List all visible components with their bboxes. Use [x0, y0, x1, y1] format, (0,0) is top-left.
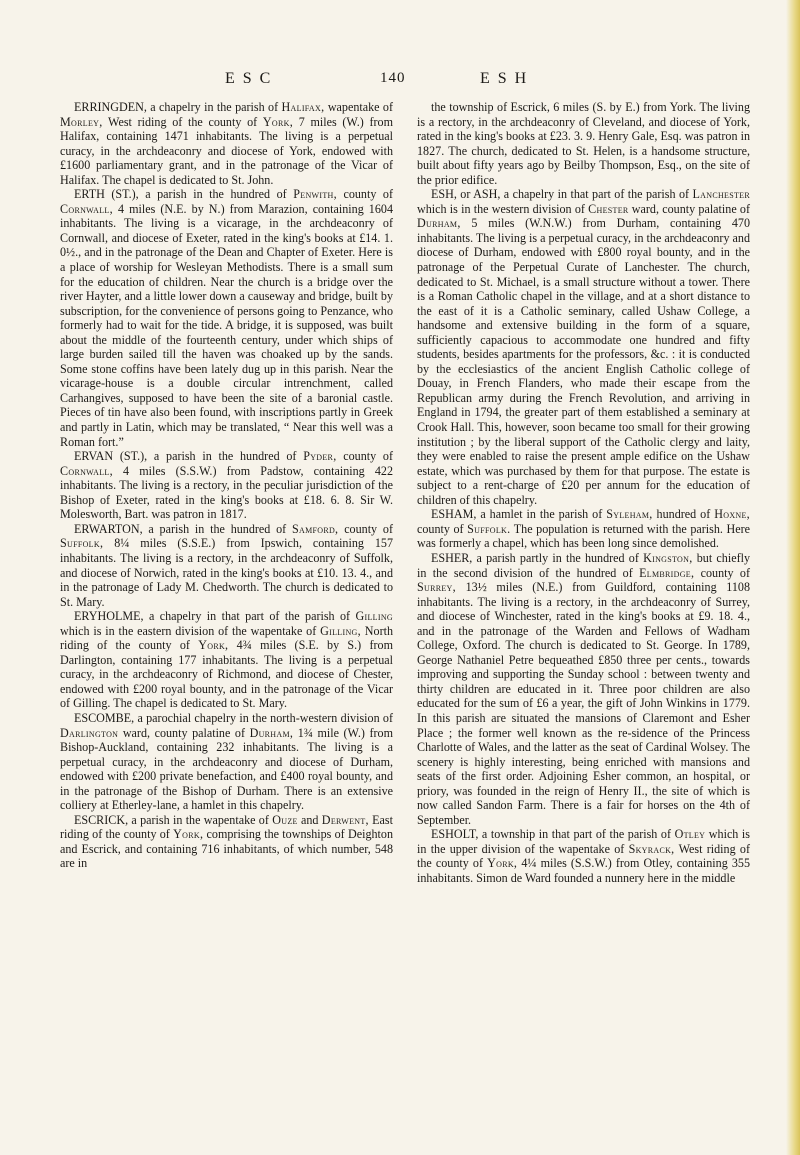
place-name: York, [487, 856, 518, 871]
entry-text: county of [338, 521, 393, 536]
place-name: Lanchester [692, 187, 750, 202]
entry-text: ESHER, a parish partly in the hundred of [431, 550, 644, 565]
place-name: York, [173, 827, 204, 842]
place-name: York, [198, 638, 229, 653]
entry-text: but chiefly in the second division of the hundred of [417, 550, 750, 580]
entry-text: 1¾ mile (W.) from Bishop-Auckland, containing 232 inhabitants. The living is a perpetual curacy, in the archdeaconry and diocese of Durham, endowed with £200 private benefaction, and £400 royal bounty, and in the patronage of the Bishop of Durham. There is an extensive colliery at Etherley-lane, a hamlet in this chapelry. [60, 725, 393, 813]
entry-text: 4¾ miles (S.E. by S.) from Darlington, containing 177 inhabitants. The living is a perpetual curacy, in the archdeaconry of Richmond, and diocese of Chester, endowed with £200 royal bounty, and in the patronage of the Vicar of Gilling. The chapel is dedicated to St. Mary. [60, 638, 394, 711]
entry-text: ESCOMBE, a parochial chapelry in the north-western division of [74, 710, 393, 725]
place-name: Skyrack, [628, 841, 675, 856]
place-name: Suffolk. [467, 521, 511, 536]
place-name: Darlington [60, 725, 119, 740]
place-name: Syleham, [606, 507, 653, 522]
entry-text: the township of Escrick, 6 miles (S. by E.) from York. The living is a rectory, in the archdeaconry of Cleveland, and diocese of York, rated in the king's books at £23. 3. 9. Henry Gale, Esq. was patron in 1827. The church, dedicated to St. Helen, is a handsome structure, built about fifty years ago by Beilby Thompson, Esq., on the site of the prior edifice. [417, 100, 750, 187]
entry-text: ERYHOLME, a chapelry in that part of the parish of [74, 609, 356, 624]
entry-text: which is in the upper division of the wapentake of [417, 827, 750, 856]
gazetteer-entry [60, 609, 393, 711]
entry-text: ward, county palatine of [628, 201, 750, 216]
entry-text: 8¼ miles (S.S.E.) from Ipswich, containing 157 inhabitants. The living is a rectory, in the archdeaconry of Suffolk, and diocese of Norwich, rated in the king's books at £10. 13. 4., and in the patronage of Lady M. Chedworth. The church is dedicated to St. Mary. [60, 536, 393, 609]
place-name: Ouze [272, 812, 298, 827]
place-name: Durham, [417, 216, 461, 231]
entry-text: 4 miles (N.E. by N.) from Marazion, containing 1604 inhabitants. The living is a vicarage, in the archdeaconry of Cornwall, and diocese of Exeter, rated in the king's books at £14. 1. 0½., and in the patronage of the Dean and Chapter of Exeter. Here is a place of worship for Wesleyan Methodists. There is a small sum for the education of children. Near the church is a bridge over the river Hayter, and a little lower down a causeway and bridge, built by subscription, for the convenience of persons going to Penzance, who formerly had to wait for the tide. A bridge, it is supposed, was built about the middle of the fourteenth century, under which ships of large burden sailed till the haven was choaked up by the sands. Some stone coffins have been lately dug up in this parish. Near the vicarage-house is a double circular intrenchment, called Carhangives, supposed to have been the site of a baronial castle. Pieces of tin have also been found, with inscriptions partly in Greek and partly in Latin, which may be translated, “ Near this well was a Roman fort.” [60, 201, 393, 449]
entry-text: county of [417, 521, 468, 536]
gazetteer-entry [417, 187, 750, 507]
gazetteer-entry [60, 187, 393, 449]
entry-text: ESHAM, a hamlet in the parish of [431, 507, 607, 522]
place-name: Suffolk, [60, 536, 104, 551]
entry-text: 5 miles (W.N.W.) from Durham, containing 470 inhabitants. The living is a perpetual curacy, in the archdeaconry and diocese of Durham, endowed with £800 royal bounty, and in the patronage of the Perpetual Curate of Lanchester. The church, dedicated to St. Michael, is a small structure without a tower. There is a Roman Catholic chapel in the village, and at a short distance to the east of it is a Catholic seminary, called Ushaw College, a handsome and extensive building in the form of a square, sufficiently capacious to accommodate one hundred and fifty students, besides apartments for the professors, &c. : it is conducted by the ecclesiastics of the ancient English Catholic college of Douay, in French Flanders, who made their escape from the Republican army during the French Revolution, and arriving in England in 1794, the greater part of them established a seminary at Crook Hall. This, however, soon became too small for their growing institution ; by the liberal support of the Catholic clergy and laity, they were enabled to raise the present ample edifice on the Ushaw estate, which was purchased by them for that purpose. The estate is subject to a rent-charge of £20 per annum for the education of children of this chapelry. [417, 216, 750, 507]
page-edge-tint [786, 0, 800, 1155]
entry-text: wapentake of [324, 100, 394, 114]
entry-text: ward, county palatine of [118, 725, 250, 740]
entry-text: The population is returned with the parish. Here was formerly a chapel, which has been long since demolished. [417, 521, 750, 551]
place-name: Pyder, [303, 449, 337, 464]
entry-text: 7 miles (W.) from Halifax, containing 1471 inhabitants. The living is a perpetual curacy, in the archdeaconry and diocese of York, endowed with £1600 parliamentary grant, and in the patronage of the Vicar of Halifax. The chapel is dedicated to St. John. [60, 114, 393, 187]
entry-text: comprising the townships of Deighton and Escrick, and containing 716 inhabitants, of which number, 548 are in [60, 827, 393, 871]
place-name: York, [262, 114, 294, 129]
entry-text: ERVAN (ST.), a parish in the hundred of [74, 449, 304, 464]
entry-text: county of [694, 565, 750, 580]
place-name: Morley, [60, 114, 103, 129]
gazetteer-entry [60, 449, 393, 522]
gazetteer-entry [417, 827, 750, 885]
place-name: Kingston, [643, 550, 693, 565]
entry-text: county of [336, 187, 393, 202]
gazetteer-entry [60, 522, 393, 609]
place-name: Halifax, [281, 100, 325, 114]
entry-text: East riding of the county of [60, 812, 393, 842]
place-name: Chester [588, 201, 629, 216]
entry-text: county of [336, 449, 393, 464]
entry-text: ERWARTON, a parish in the hundred of [74, 521, 292, 536]
gazetteer-entry [417, 507, 750, 551]
place-name: Elmbridge, [639, 565, 695, 580]
place-name: Cornwall, [60, 201, 113, 216]
entry-text: which is in the eastern division of the wapentake of [60, 623, 321, 638]
gazetteer-entry [60, 711, 393, 813]
gazetteer-entry [417, 551, 750, 827]
header-right-guide: E S H [480, 70, 529, 87]
page-number: 140 [380, 70, 406, 86]
header-left-guide: E S C [225, 70, 273, 87]
gazetteer-entry [60, 813, 393, 871]
entry-text: 13½ miles (N.E.) from Guildford, containing 1108 inhabitants. The living is a rectory, in the archdeaconry of Surrey, and diocese of Winchester, rated in the king's books at £9. 18. 4., and in the patronage of the Warden and Fellows of Wadham College, Oxford. The church is dedicated to St. George. In 1789, George Nathaniel Petre bequeathed £850 three per cents., towards improving and supporting the Sunday school : between twenty and thirty children are educated in it. Three poor children are also educated for the sum of £6 a year, the gift of John Winkins in 1779. In this parish are situated the mansions of Claremont and Esher Place ; the former well known as the re-sidence of the Princess Charlotte of Wales, and the latter as the seat of Cardinal Wolsey. The scenery is highly interesting, being enriched with mansions and seats of the first order. Adjoining Esher common, an hospital, or priory, was founded in the reign of Henry II., the site of which is now called Sandon Farm. There is a fair for horses on the 4th of September. [417, 580, 750, 827]
place-name: Surrey, [417, 580, 456, 595]
entry-text: West riding of the county of [102, 114, 263, 129]
entry-text: West riding of the county of [417, 841, 750, 871]
text-columns [60, 100, 750, 1140]
place-name: Derwent, [321, 812, 369, 827]
entry-text: ERTH (ST.), a parish in the hundred of [74, 187, 294, 202]
entry-text: hundred of [652, 507, 715, 522]
entry-text: ESCRICK, a parish in the wapentake of [74, 812, 273, 827]
entry-text: and [297, 812, 322, 827]
place-name: Samford, [292, 521, 339, 536]
left-column [60, 100, 393, 1140]
place-name: Otley [674, 827, 706, 842]
place-name: Hoxne, [714, 507, 750, 522]
entry-text: 4 miles (S.S.W.) from Padstow, containing 422 inhabitants. The living is a rectory, in the peculiar jurisdiction of the Bishop of Exeter, rated in the king's books at £18. 6. 8. Sir W. Molesworth, Bart. was patron in 1817. [60, 463, 393, 522]
right-column [417, 100, 750, 1140]
entry-text: ESHOLT, a township in that part of the parish of [431, 827, 675, 842]
place-name: Durham, [249, 725, 294, 740]
place-name: Cornwall, [60, 463, 113, 478]
running-header [60, 70, 740, 94]
gazetteer-entry [417, 100, 750, 187]
entry-text: ERRINGDEN, a chapelry in the parish of [74, 100, 282, 114]
gazetteer-entry [60, 100, 393, 187]
place-name: Penwith, [293, 187, 337, 202]
place-name: Gilling [355, 609, 393, 624]
entry-text: 4¼ miles (S.S.W.) from Otley, containing 355 inhabitants. Simon de Ward founded a nunnery here in the middle [417, 856, 750, 885]
entry-text: which is in the western division of [417, 201, 589, 216]
entry-text: North riding of the county of [60, 623, 393, 653]
entry-text: ESH, or ASH, a chapelry in that part of the parish of [431, 187, 693, 202]
place-name: Gilling, [320, 623, 361, 638]
